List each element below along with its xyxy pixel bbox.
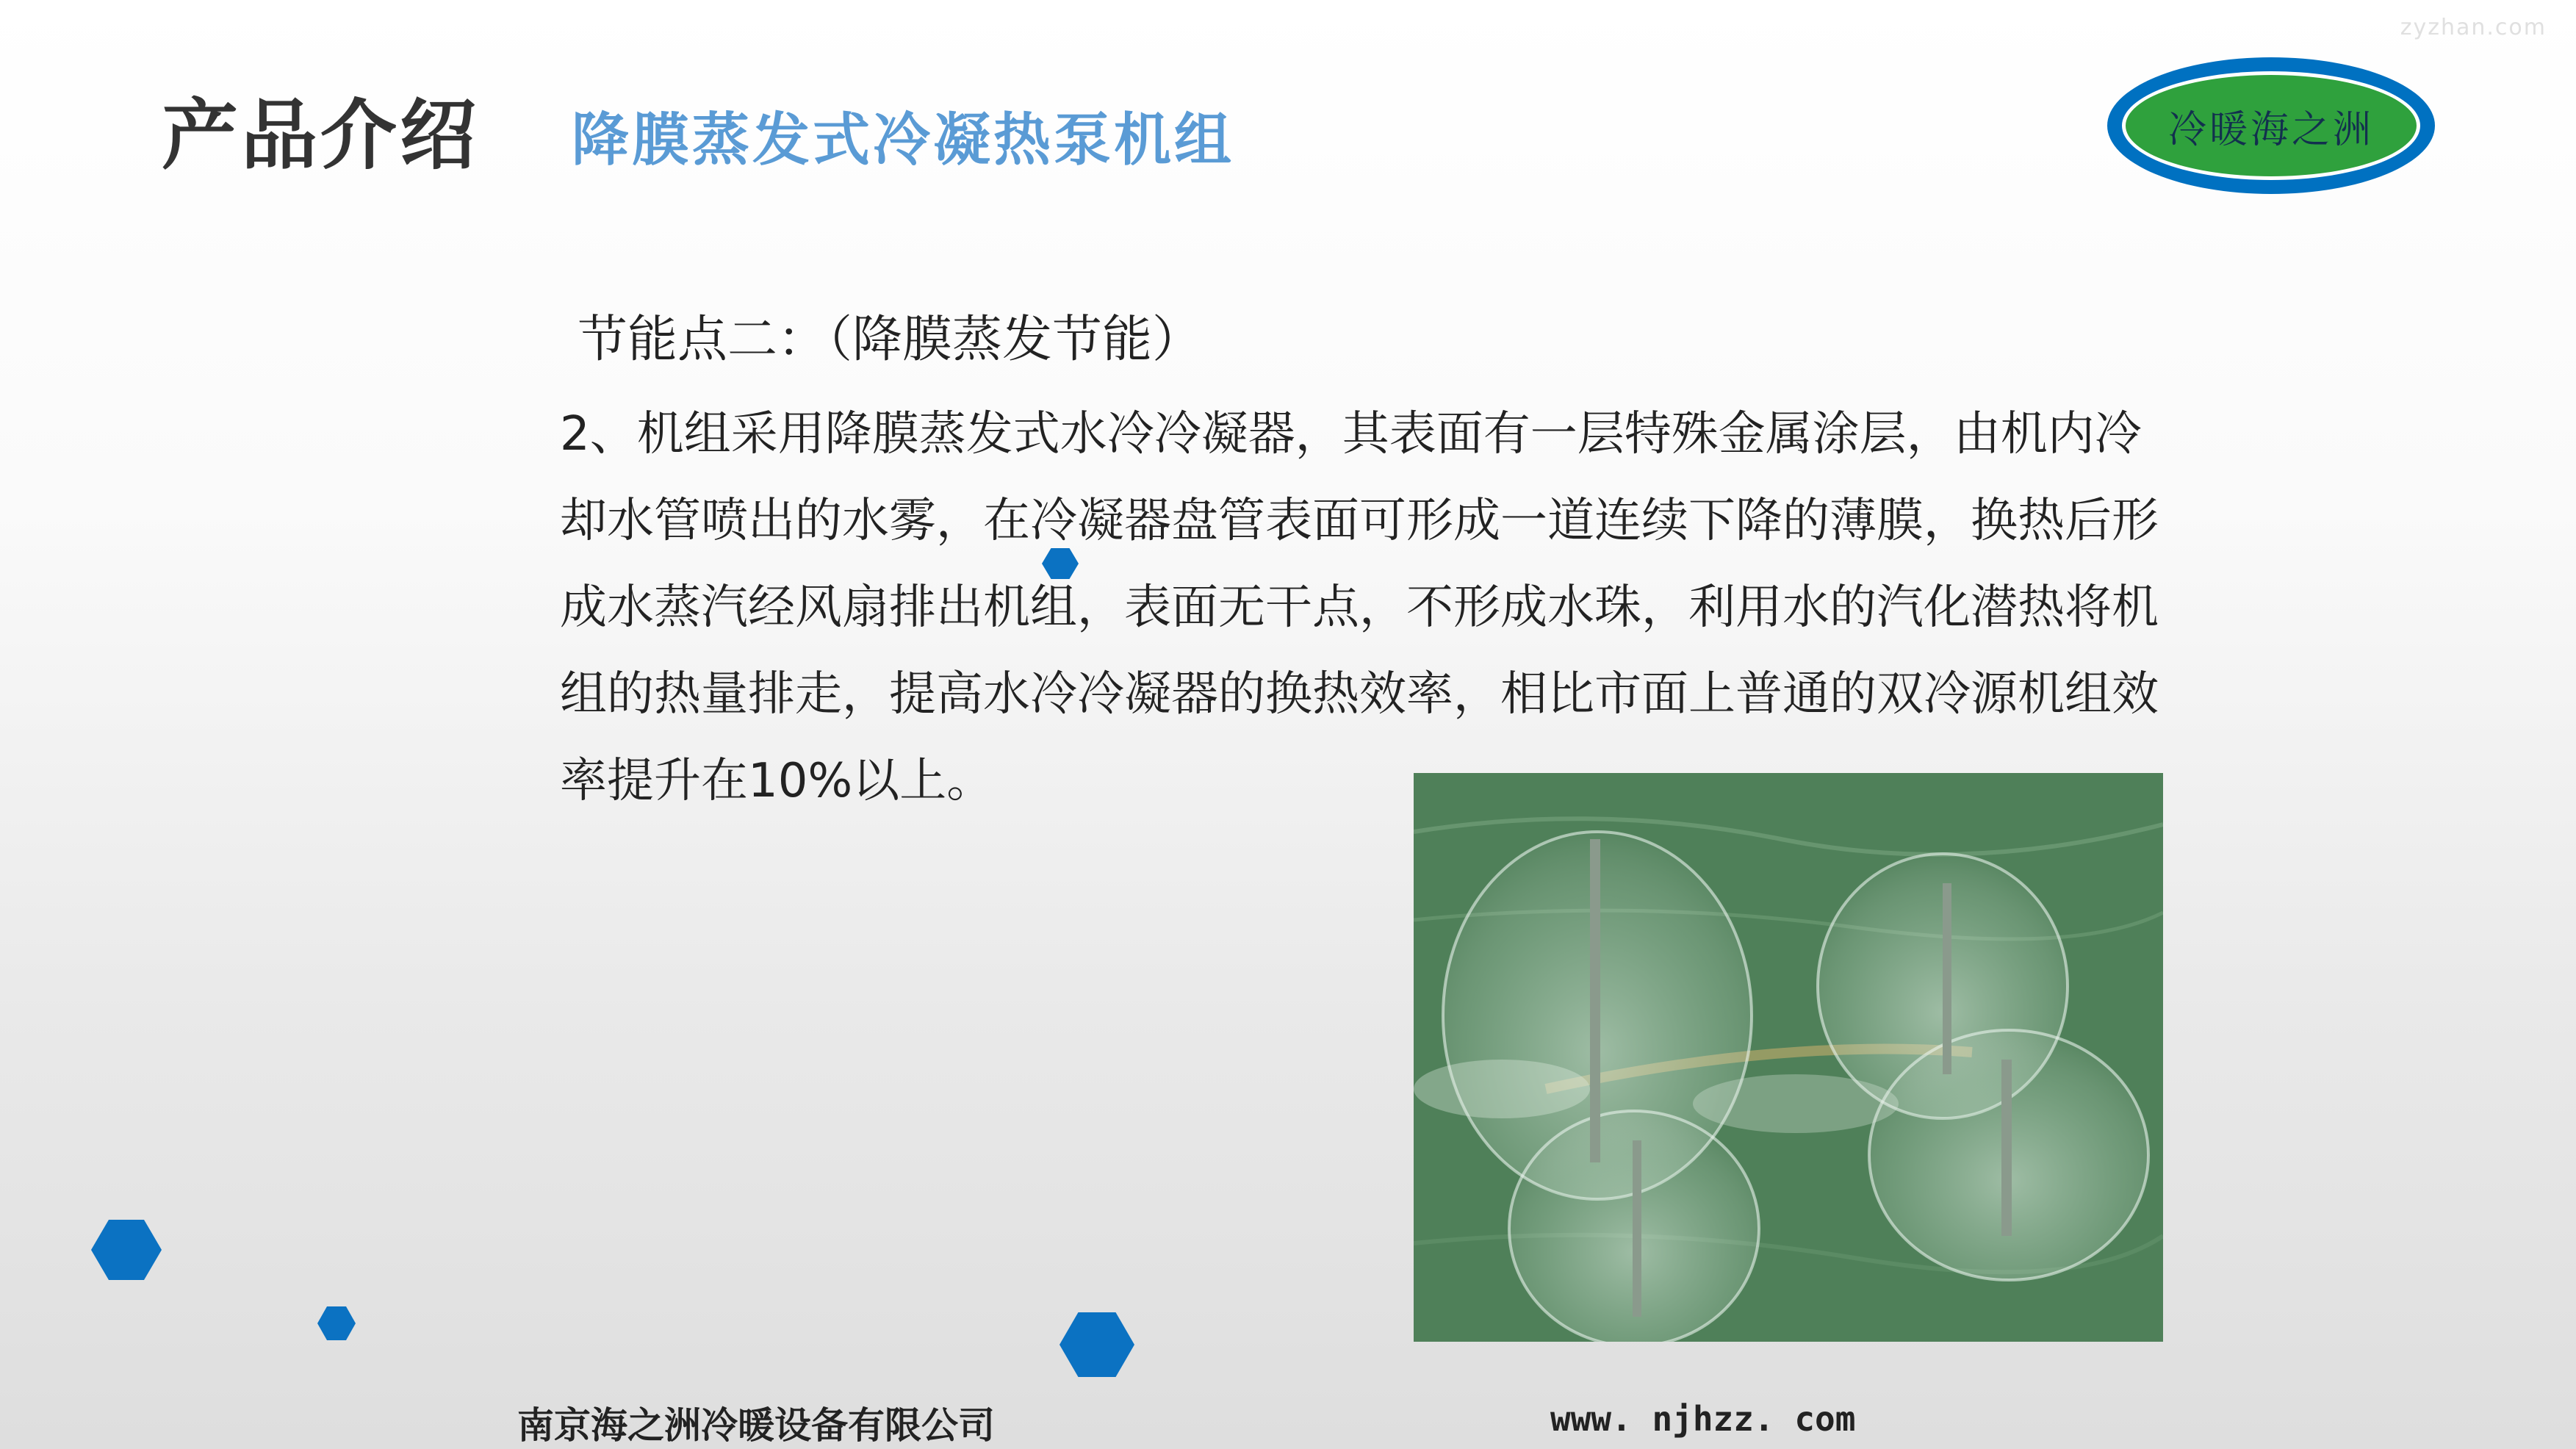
section-heading: 节能点二：（降膜蒸发节能） xyxy=(578,311,1203,369)
logo-text: 冷暖海之洲 xyxy=(2167,107,2374,152)
decorative-hexagon xyxy=(91,1220,162,1280)
watermark: zyzhan.com xyxy=(2400,15,2547,40)
page-subtitle: 降膜蒸发式冷凝热泵机组 xyxy=(572,107,1235,173)
fountain-photo xyxy=(1414,773,2163,1342)
decorative-hexagon xyxy=(317,1306,356,1340)
footer-website-link[interactable]: www. njhzz. com xyxy=(1550,1399,1856,1439)
fountain-illustration xyxy=(1414,773,2163,1342)
description-paragraph: 2、机组采用降膜蒸发式水冷冷凝器，其表面有一层特殊金属涂层，由机内冷却水管喷出的水雾，在冷凝器盘管表面可形成一道连续下降的薄膜，换热后形成水蒸汽经风扇排出机组，表面无干点，不形成水珠，利用水的汽化潜热将机组的热量排走，提高水冷冷凝器的换热效率，相比市面上普通的双冷源机组效率提升在10%以上。 xyxy=(560,407,2159,808)
page-title: 产品介绍 xyxy=(162,90,480,180)
decorative-hexagon xyxy=(1059,1312,1134,1377)
footer-company-name: 南京海之洲冷暖设备有限公司 xyxy=(517,1404,995,1447)
logo-inner-oval xyxy=(2122,71,2420,180)
company-logo xyxy=(2107,57,2435,194)
